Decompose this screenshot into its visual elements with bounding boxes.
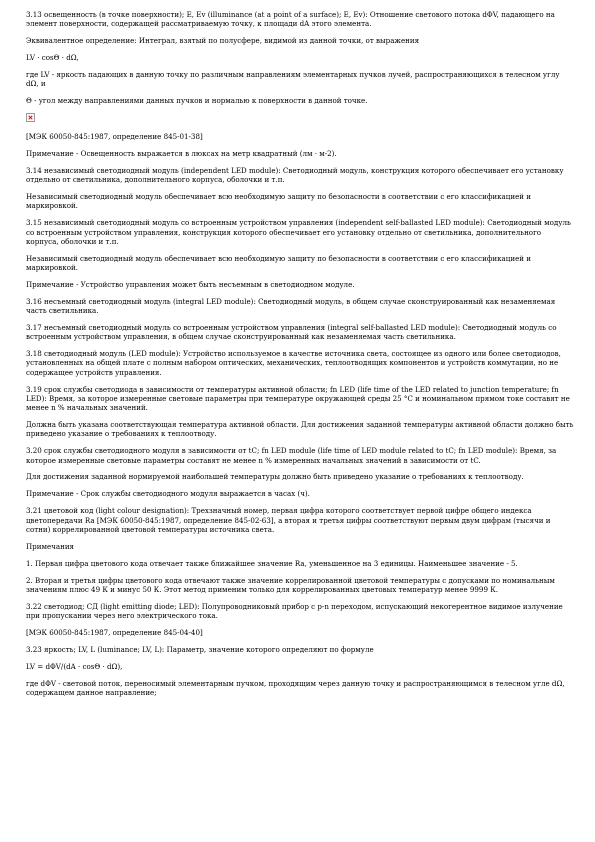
paragraph-3-17: 3.17 несъемный светодиодный модуль со встроенным устройством управления (integral self-ballasted LED module): Светодиодный модуль со встроенным устройством управления, в общем случае сконструированный как незаменяемая часть светильника.	[26, 322, 557, 342]
paragraph-3-14-protection: Независимый светодиодный модуль обеспечивает всю необходимую защиту по безопасности в соответствии с его классификацией и маркировкой.	[26, 192, 531, 211]
note-1: 1. Первая цифра цветового кода отвечает также ближайшее значение Ra, уменьшенное на 3 единицы. Наименьшее значение - 5.	[26, 558, 518, 568]
paragraph-3-23: 3.23 яркость; LV, L (luminance; LV, L): Параметр, значение которого определяют по формуле	[26, 644, 374, 654]
reference-845-01-38: [МЭК 60050-845:1987, определение 845-01-38]	[26, 132, 203, 142]
document-page	[26, 10, 574, 705]
paragraph-3-18: 3.18 светодиодный модуль (LED module): Устройство используемое в качестве источника света, состоящее из одного или более светодиодов, установленных на общей плате с полным набором оптических, механических, теплоотводящих компонентов и устройств коммутации, но не содержащее устройств управления.	[26, 349, 561, 377]
broken-image-icon	[26, 113, 35, 122]
paragraph-where-lv: где LV - яркость падающих в данную точку по различным направлениям элементарных пучков лучей, распространяющихся в телесном углу dΩ, и	[26, 69, 560, 89]
paragraph-3-20: 3.20 срок службы светодиодного модуля в зависимости от tC; fn LED module (life time of LED module related to tC; fn LED module): Время, за которое измеренные световые параметры составят не менее n % измеренных начальных значений в зависимости от tC.	[26, 446, 557, 465]
paragraph-3-14: 3.14 независимый светодиодный модуль (independent LED module): Светодиодный модуль, конструкция которого обеспечивает его установку отдельно от светильника, дополнительного корпуса, оболочки и т.п.	[26, 165, 564, 185]
paragraph-where-flux: где dΦV - световой поток, переносимый элементарным пучком, проходящим через данную точку и распространяющимся в телесном угле dΩ, содержащем данное направление;	[26, 678, 565, 697]
broken-image	[26, 113, 574, 125]
formula-luminance: LV = dΦV/(dA · cosΘ · dΩ),	[26, 661, 123, 671]
paragraph-3-19: 3.19 срок службы светодиода в зависимости от температуры активной области; fn LED (life time of the LED related to junction temperature; fn LED): Время, за которое измеренные световые параметры при температуре окружающей среды 25 °С и номинальном прямом токе составят не менее n % начальных значений.	[26, 384, 570, 413]
paragraph-3-15: 3.15 независимый светодиодный модуль со встроенным устройством управления (independent self-ballasted LED module): Светодиодный модуль со встроенным устройством управления, конструкция которого обеспечивает его установку отдельно от светильника, дополнительного корпуса, оболочки и т.п.	[26, 218, 571, 246]
paragraph-3-21: 3.21 цветовой код (light colour designation): Трехзначный номер, первая цифра которого соответствует первой цифре общего индекса цветопередачи Ra [МЭК 60050-845:1987, определение 845-02-63], а вторая и третья цифры соответствуют первым двум цифрам (тысячи и сотни) коррелированной цветовой температуры источника света.	[26, 506, 551, 534]
paragraph-max-temperature: Для достижения заданной нормируемой наибольшей температуры должно быть приведено указание о требованиях к теплоотводу.	[26, 472, 524, 482]
note-2: 2. Вторая и третья цифры цветового кода отвечают также значение коррелированной цветовой температуры с допусками по номинальным значениям плюс 49 К и минус 50 К. Этот метод применим только для коррелированных цветовых температур менее 9999 К.	[26, 575, 555, 594]
note-illuminance: Примечание - Освещенность выражается в люксах на метр квадратный (лм · м-2).	[26, 148, 337, 158]
note-control-gear: Примечание - Устройство управления может быть несъемным в светодиодном модуле.	[26, 279, 355, 289]
reference-845-04-40: [МЭК 60050-845:1987, определение 845-04-40]	[26, 627, 203, 637]
paragraph-3-13: 3.13 освещенность (в точке поверхности); E, Ev (illuminance (at a point of a surface); E, Ev): Отношение светового потока dΦV, падающего на элемент поверхности, содержащей рассматриваемую точку, к площади dA этого элемента.	[26, 10, 555, 29]
paragraph-3-22: 3.22 светодиод; СД (light emitting diode; LED): Полупроводниковый прибор с p-n переходом, испускающий некогерентное видимое излучение при пропускании через него электрического тока.	[26, 601, 563, 621]
paragraph-junction-temperature: Должна быть указана соответствующая температура активной области. Для достижения заданной температуры активной области должно быть приведено указание о требованиях к теплоотводу.	[26, 420, 574, 439]
formula-lv-cos: LV · cosΘ · dΩ,	[26, 53, 79, 63]
paragraph-equivalent-definition: Эквивалентное определение: Интеграл, взятый по полусфере, видимой из данной точки, от выражения	[26, 36, 420, 46]
paragraph-3-16: 3.16 несъемный светодиодный модуль (integral LED module): Светодиодный модуль, в общем случае сконструированный как незаменяемая часть светильника.	[26, 296, 556, 316]
paragraph-3-15-protection: Независимый светодиодный модуль обеспечивает всю необходимую защиту по безопасности в соответствии с его классификацией и маркировкой.	[26, 253, 531, 272]
notes-heading: Примечания	[26, 541, 75, 551]
note-life-hours: Примечание - Срок службы светодиодного модуля выражается в часах (ч).	[26, 489, 310, 499]
paragraph-theta: Θ - угол между направлениями данных пучков и нормалью к поверхности в данной точке.	[26, 96, 368, 106]
